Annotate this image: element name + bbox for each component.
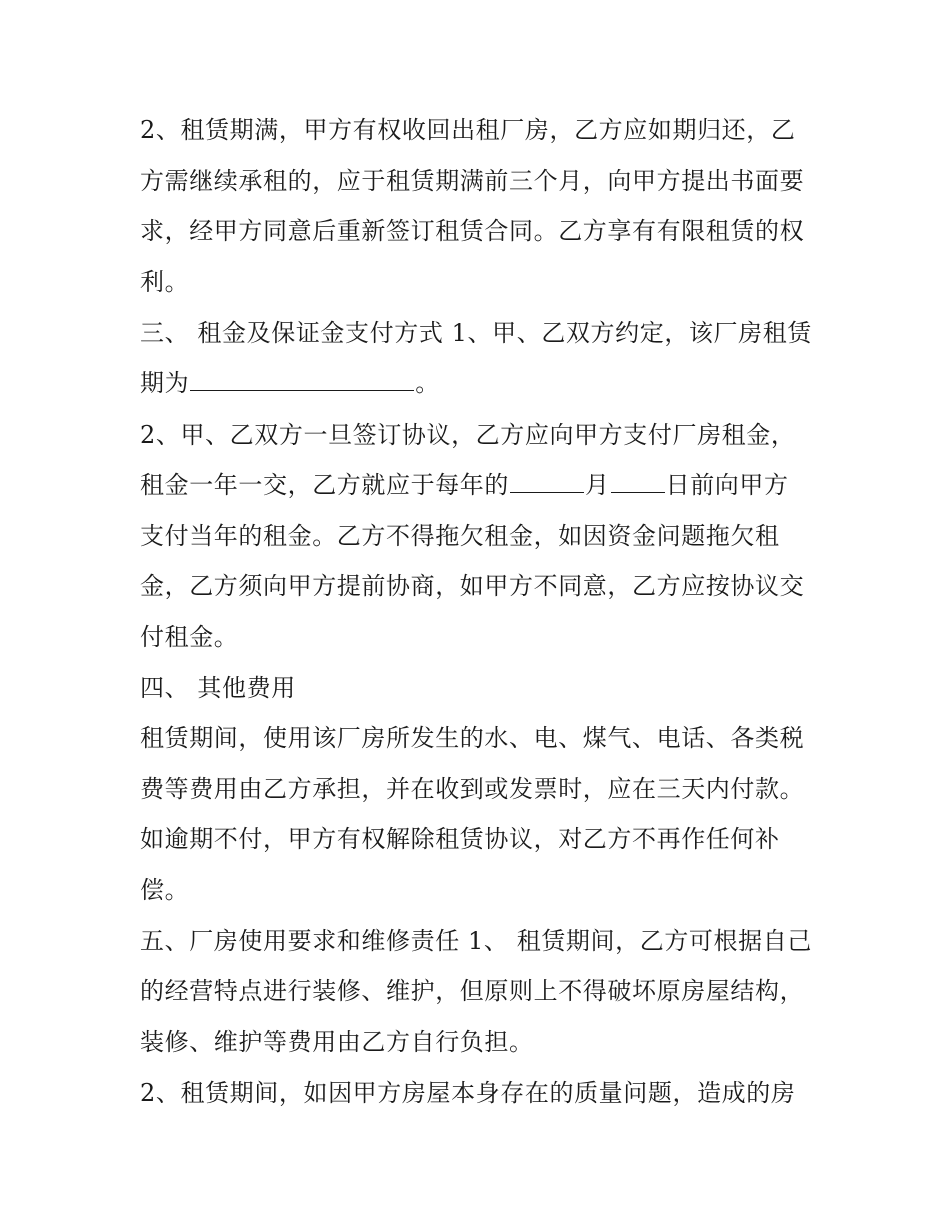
paragraph-line: 的经营特点进行装修、维护，但原则上不得破坏原房屋结构， bbox=[140, 977, 805, 1005]
section-heading-line: 三、 租金及保证金支付方式 1、甲、乙双方约定，该厂房租赁 bbox=[140, 319, 812, 347]
paragraph-line: 如逾期不付，甲方有权解除租赁协议，对乙方不再作任何补 bbox=[140, 825, 780, 853]
paragraph-line: 方需继续承租的，应于租赁期满前三个月，向甲方提出书面要 bbox=[140, 167, 805, 195]
paragraph-line: 利。 bbox=[140, 268, 190, 296]
paragraph-line: 付租金。 bbox=[140, 623, 239, 651]
line-text: 月 bbox=[585, 471, 610, 499]
fill-in-blank-month bbox=[510, 470, 584, 493]
line-text: 日前向甲方 bbox=[665, 471, 789, 499]
paragraph-line: 装修、维护等费用由乙方自行负担。 bbox=[140, 1028, 534, 1056]
line-text: 租金一年一交，乙方就应于每年的 bbox=[140, 471, 509, 499]
paragraph-line: 费等费用由乙方承担，并在收到或发票时，应在三天内付款。 bbox=[140, 775, 805, 803]
paragraph-line: 偿。 bbox=[140, 876, 190, 904]
paragraph-line-with-blank bbox=[140, 469, 789, 501]
fill-in-blank bbox=[190, 368, 414, 391]
line-text: 。 bbox=[415, 369, 440, 397]
section-heading-line: 四、 其他费用 bbox=[140, 674, 296, 702]
paragraph-line: 求，经甲方同意后重新签订租赁合同。乙方享有有限租赁的权 bbox=[140, 217, 805, 245]
paragraph-line: 2、租赁期间，如因甲方房屋本身存在的质量问题，造成的房 bbox=[140, 1079, 796, 1107]
paragraph-line: 租赁期间，使用该厂房所发生的水、电、煤气、电话、各类税 bbox=[140, 724, 805, 752]
section-heading-line: 五、厂房使用要求和维修责任 1、 租赁期间，乙方可根据自己 bbox=[140, 927, 812, 955]
paragraph-line: 金，乙方须向甲方提前协商，如甲方不同意，乙方应按协议交 bbox=[140, 572, 805, 600]
paragraph-line-with-blank bbox=[140, 367, 440, 399]
paragraph-line: 支付当年的租金。乙方不得拖欠租金，如因资金问题拖欠租 bbox=[140, 522, 780, 550]
fill-in-blank-day bbox=[611, 470, 665, 493]
paragraph-line: 2、甲、乙双方一旦签订协议，乙方应向甲方支付厂房租金， bbox=[140, 421, 796, 449]
line-text: 期为 bbox=[140, 369, 190, 397]
paragraph-line: 2、租赁期满，甲方有权收回出租厂房，乙方应如期归还，乙 bbox=[140, 116, 796, 144]
